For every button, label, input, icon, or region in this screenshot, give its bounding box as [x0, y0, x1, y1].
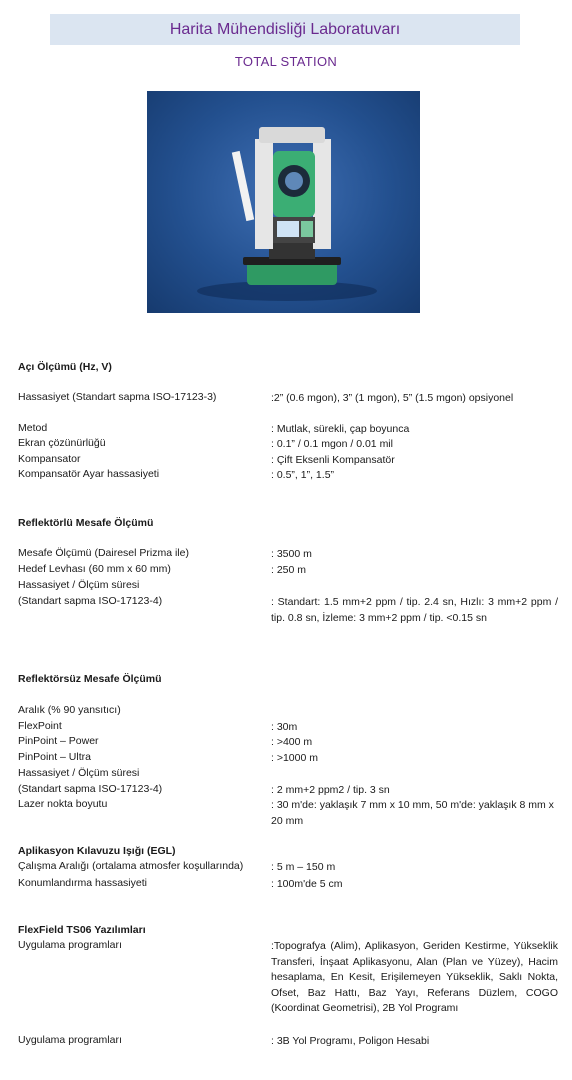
spec-value: : 250 m — [271, 564, 307, 576]
section-heading-egl: Aplikasyon Kılavuzu Işığı (EGL) — [18, 845, 176, 857]
spec-value: : >400 m — [271, 736, 313, 748]
spec-value: : 3500 m — [271, 548, 312, 560]
section-heading-software: FlexField TS06 Yazılımları — [18, 924, 146, 936]
spec-value: :2” (0.6 mgon), 3” (1 mgon), 5” (1.5 mgon) opsiyonel — [271, 392, 514, 404]
spec-label: FlexPoint — [18, 720, 62, 732]
section-heading-reflector: Reflektörlü Mesafe Ölçümü — [18, 517, 154, 529]
spec-label: PinPoint – Power — [18, 735, 99, 747]
spec-label: Aralık (% 90 yansıtıcı) — [18, 704, 121, 716]
spec-label: Ekran çözünürlüğü — [18, 437, 106, 449]
spec-label: Hassasiyet / Ölçüm süresi — [18, 767, 140, 779]
page-subtitle: TOTAL STATION — [234, 54, 338, 69]
spec-label: Kompansatör Ayar hassasiyeti — [18, 468, 160, 480]
spec-label: Hedef Levhası (60 mm x 60 mm) — [18, 563, 171, 575]
spec-value: :Topografya (Alim), Aplikasyon, Geriden Kestirme, Yükseklik Transferi, İnşaat Aplikasyonu, Alan (Plan ve Yüzey), Hacim hesaplama, En Kesit, Erişilemeyen Yükseklik, Saklı Nokta, Ofset, Baz Hattı, Baz Yayı, Referans Düzlem, COGO (Koordinat Geometrisi), 2B Yol Programı — [271, 940, 558, 1014]
spec-label: Lazer nokta boyutu — [18, 798, 108, 810]
total-station-photo — [147, 91, 420, 313]
spec-label: Konumlandırma hassasiyeti — [18, 877, 147, 889]
spec-label: (Standart sapma ISO-17123-4) — [18, 595, 163, 607]
spec-value: : Çift Eksenli Kompansatör — [271, 454, 395, 466]
lab-title: Harita Mühendisliği Laboratuvarı — [169, 20, 401, 38]
spec-value: : Mutlak, sürekli, çap boyunca — [271, 423, 410, 435]
total-station-illustration — [147, 91, 420, 313]
spec-value: : 5 m – 150 m — [271, 861, 336, 873]
spec-value: : 0.1” / 0.1 mgon / 0.01 mil — [271, 438, 393, 450]
spec-label: Kompansator — [18, 453, 81, 465]
spec-label: Uygulama programları — [18, 939, 122, 951]
spec-label: Hassasiyet (Standart sapma ISO-17123-3) — [18, 391, 217, 403]
section-heading-reflectorless: Reflektörsüz Mesafe Ölçümü — [18, 673, 162, 685]
section-heading-angle: Açı Ölçümü (Hz, V) — [18, 361, 112, 373]
lab-title-banner — [50, 14, 520, 45]
spec-label: Uygulama programları — [18, 1034, 122, 1046]
spec-value: : 3B Yol Programı, Poligon Hesabi — [271, 1035, 430, 1047]
spec-value: : 30 m'de: yaklaşık 7 mm x 10 mm, 50 m'de: yaklaşık 8 mm x 20 mm — [271, 799, 554, 827]
spec-label: PinPoint – Ultra — [18, 751, 91, 763]
spec-value: : >1000 m — [271, 752, 318, 764]
spec-value: : 100m'de 5 cm — [271, 878, 343, 890]
spec-label: Çalışma Aralığı (ortalama atmosfer koşullarında) — [18, 860, 244, 872]
spec-value: : Standart: 1.5 mm+2 ppm / tip. 2.4 sn, Hızlı: 3 mm+2 ppm / tip. 0.8 sn, İzleme: 3 mm+2 ppm / tip. <0.15 sn — [271, 596, 558, 624]
spec-label: Metod — [18, 422, 48, 434]
spec-value: : 30m — [271, 721, 298, 733]
spec-label: Mesafe Ölçümü (Dairesel Prizma ile) — [18, 547, 189, 559]
spec-value: : 0.5”, 1”, 1.5” — [271, 469, 335, 481]
spec-label: (Standart sapma ISO-17123-4) — [18, 783, 163, 795]
spec-label: Hassasiyet / Ölçüm süresi — [18, 579, 140, 591]
spec-value: : 2 mm+2 ppm2 / tip. 3 sn — [271, 784, 390, 796]
